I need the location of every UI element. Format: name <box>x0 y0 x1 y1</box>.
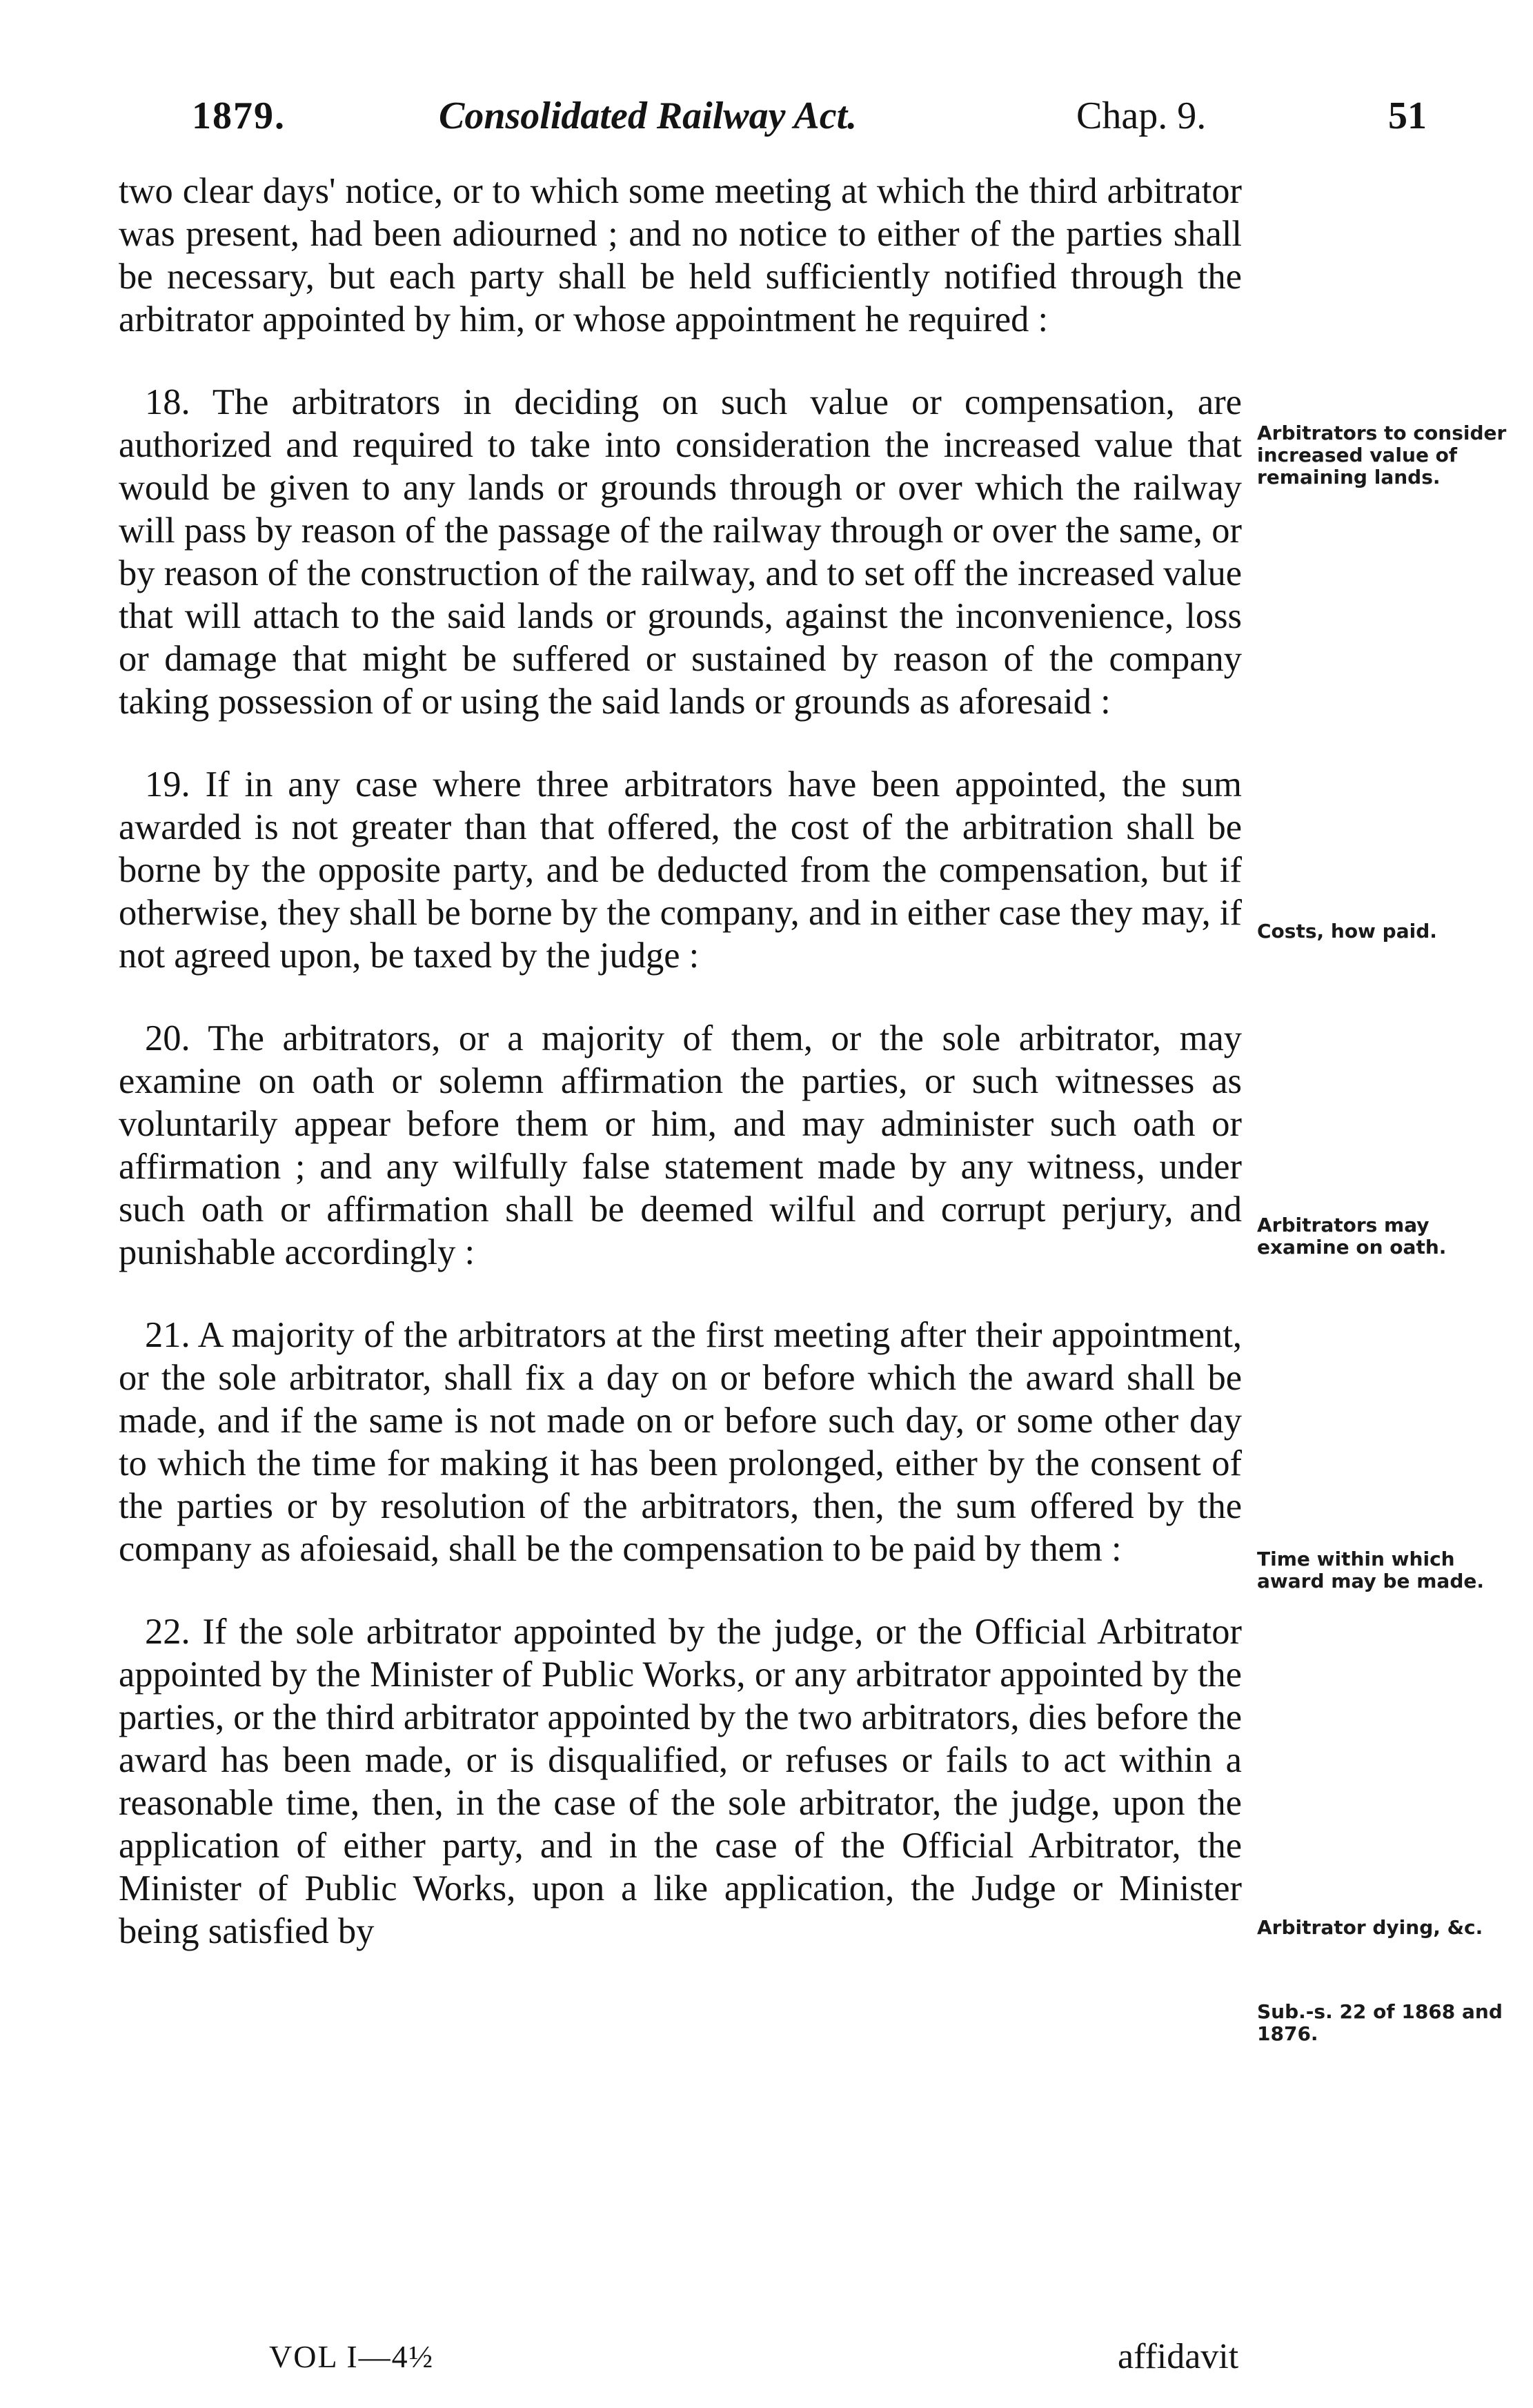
section-number: 21. <box>145 1315 190 1355</box>
paragraph-text: A majority of the arbitrators at the first meeting after their appointment, or the sole arbitrator, shall fix a day on or before which the award shall be made, and if the same is not made on or before such day, or some other day to which the time for making it has been prolonged, either by the consent of the parties or by resolution of the arbitrators, then, the sum offered by the company as afoiesaid, shall be the compensation to be paid by them : <box>119 1315 1242 1569</box>
paragraph-continued <box>119 170 1242 341</box>
section-number: 18. <box>145 382 190 422</box>
paragraph-text: The arbitrators in deciding on such value or compensation, are authorized and required to take into consideration the increased value that would be given to any lands or grounds through or over which the railway will pass by reason of the passage of the railway through or over the same, or by reason of the construction of the railway, and to set off the increased value that will attach to the said lands or grounds, against the inconvenience, loss or damage that might be suffered or sustained by reason of the company taking possession of or using the said lands or grounds as aforesaid : <box>119 382 1242 722</box>
paragraph-text: The arbitrators, or a majority of them, or the sole arbitrator, may examine on oath or solemn affirmation the parties, or such witnesses as voluntarily appear before them or him, and may administer such oath or affirmation ; and any wilfully false statement made by any witness, under such oath or affirmation shall be deemed wilful and corrupt perjury, and punishable accordingly : <box>119 1018 1242 1272</box>
running-header <box>0 88 1533 144</box>
sidenote-section-18: Arbitrators to consider increased value of remaining lands. <box>1257 422 1507 488</box>
sidenote-section-19: Costs, how paid. <box>1257 920 1437 943</box>
sidenote-section-22-source: Sub.-s. 22 of 1868 and 1876. <box>1257 2000 1503 2045</box>
sidenote-section-20: Arbitrators may examine on oath. <box>1257 1214 1447 1259</box>
sidenote-section-21: Time within which award may be made. <box>1257 1548 1484 1592</box>
section-number: 22. <box>145 1612 190 1652</box>
header-year: 1879. <box>192 95 286 137</box>
paragraph-text: two clear days' notice, or to which some meeting at which the third arbitrator was present, had been adiourned ; and no notice to either of the parties shall be necessary, but each party shall be held sufficiently notified through the arbitrator appointed by him, or whose appointment he required : <box>119 171 1242 339</box>
section-number: 20. <box>145 1018 190 1058</box>
section-22 <box>119 1610 1242 1953</box>
section-21 <box>119 1314 1242 1570</box>
section-19 <box>119 763 1242 977</box>
section-20 <box>119 1017 1242 1274</box>
sidenote-section-22: Arbitrator dying, &c. <box>1257 1916 1483 1939</box>
header-chapter: Chap. 9. <box>1076 95 1207 137</box>
signature-mark: VOL I—4½ <box>269 2339 435 2374</box>
section-18 <box>119 381 1242 723</box>
paragraph-text: If in any case where three arbitrators have been appointed, the sum awarded is not greater than that offered, the cost of the arbitration shall be borne by the opposite party, and be deducted from the compensation, but if otherwise, they shall be borne by the company, and in either case they may, if not agreed upon, be taxed by the judge : <box>119 764 1243 976</box>
catchword: affidavit <box>1118 2337 1239 2376</box>
header-title: Consolidated Railway Act. <box>439 95 858 137</box>
section-number: 19. <box>145 764 190 805</box>
paragraph-text: If the sole arbitrator appointed by the judge, or the Official Arbitrator appointed by the Minister of Public Works, or any arbitrator appointed by the parties, or the third arbitrator appointed by the two arbitrators, dies before the award has been made, or is disqualified, or refuses or fails to act within a reasonable time, then, in the case of the sole arbitrator, the judge, upon the application of either party, and in the case of the Official Arbitrator, the Minister of Public Works, upon a like application, the Judge or Minister being satisfied by <box>119 1612 1243 1951</box>
main-text-column <box>119 170 1242 1953</box>
page-footer <box>0 2336 1533 2378</box>
header-page-number: 51 <box>1388 95 1427 137</box>
